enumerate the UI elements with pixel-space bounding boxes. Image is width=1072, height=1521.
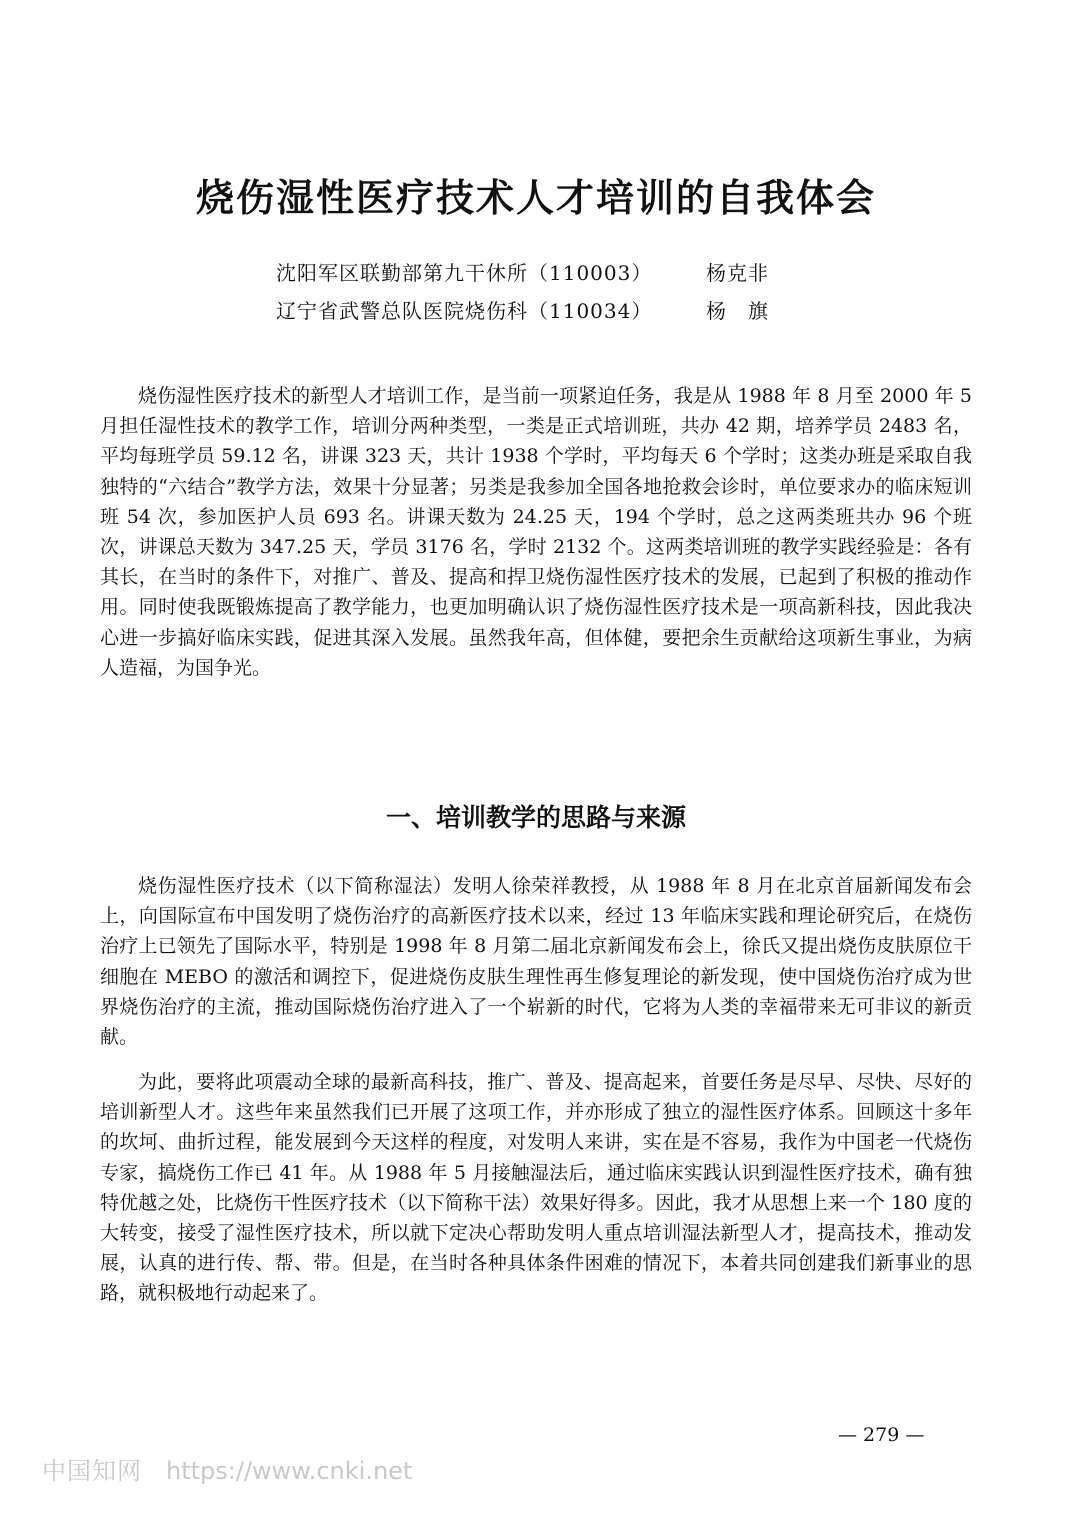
affiliation-org: 沈阳军区联勤部第九干休所（110003） <box>276 261 653 285</box>
page-number: — 279 — <box>838 1424 925 1446</box>
section-heading: 一、培训教学的思路与来源 <box>385 803 686 832</box>
cnki-watermark <box>42 1454 412 1491</box>
affiliation-org: 辽宁省武警总队医院烧伤科（110034） <box>276 299 653 323</box>
watermark-url: https://www.cnki.net <box>166 1457 413 1485</box>
author-name: 杨克非 <box>706 261 769 285</box>
intro-paragraph: 烧伤湿性医疗技术的新型人才培训工作，是当前一项紧迫任务，我是从 1988 年 8 月至 2000 年 5 月担任湿性技术的教学工作，培训分两种类型，一类是正式培训班，共办 42 期，培养学员 2483 名，平均每班学员 59.12 名，讲课 323 天，共计 1938 个学时，平均每天 6 个学时；这类办班是采取自我独特的“六结合”教学方法，效果十分显著；另类是我参加全国各地抢救会诊时，单位要求办的临床短训班 54 次，参加医护人员 693 名。讲课天数为 24.25 天，194 个学时，总之这两类班共办 96 个班次，讲课总天数为 347.25 天，学员 3176 名，学时 2132 个。这两类培训班的教学实践经验是：各有其长，在当时的条件下，对推广、普及、提高和捍卫烧伤湿性医疗技术的发展，已起到了积极的推动作用。同时使我既锻炼提高了教学能力，也更加明确认识了烧伤湿性医疗技术是一项高新科技，因此我决心进一步搞好临床实践，促进其深入发展。虽然我年高，但体健，要把余生贡献给这项新生事业，为病人造福，为国争光。 <box>100 385 972 679</box>
author-name: 杨 旗 <box>706 299 769 323</box>
author-affiliation <box>276 296 836 326</box>
body-paragraph: 为此，要将此项震动全球的最新高科技，推广、普及、提高起来，首要任务是尽早、尽快、尽好的培训新型人才。这些年来虽然我们已开展了这项工作，并亦形成了独立的湿性医疗体系。回顾这十多年的坎坷、曲折过程，能发展到今天这样的程度，对发明人来讲，实在是不容易，我作为中国老一代烧伤专家，搞烧伤工作已 41 年。从 1988 年 5 月接触湿法后，通过临床实践认识到湿性医疗技术，确有独特优越之处，比烧伤干性医疗技术（以下简称干法）效果好得多。因此，我才从思想上来一个 180 度的大转变，接受了湿性医疗技术，所以就下定决心帮助发明人重点培训湿法新型人才，提高技术，推动发展，认真的进行传、帮、带。但是，在当时各种具体条件困难的情况下，本着共同创建我们新事业的思路，就积极地行动起来了。 <box>100 1071 972 1305</box>
watermark-logo: 中国知网 <box>42 1457 142 1485</box>
author-affiliation <box>276 258 836 288</box>
body-paragraph: 烧伤湿性医疗技术（以下简称湿法）发明人徐荣祥教授，从 1988 年 8 月在北京首届新闻发布会上，向国际宣布中国发明了烧伤治疗的高新医疗技术以来，经过 13 年临床实践和理论研究后，在烧伤治疗上已领先了国际水平，特别是 1998 年 8 月第二届北京新闻发布会上，徐氏又提出烧伤皮肤原位干细胞在 MEBO 的激活和调控下，促进烧伤皮肤生理性再生修复理论的新发现，使中国烧伤治疗成为世界烧伤治疗的主流，推动国际烧伤治疗进入了一个崭新的时代，它将为人类的幸福带来无可非议的新贡献。 <box>100 875 972 1049</box>
article-title: 烧伤湿性医疗技术人才培训的自我体会 <box>195 176 876 220</box>
